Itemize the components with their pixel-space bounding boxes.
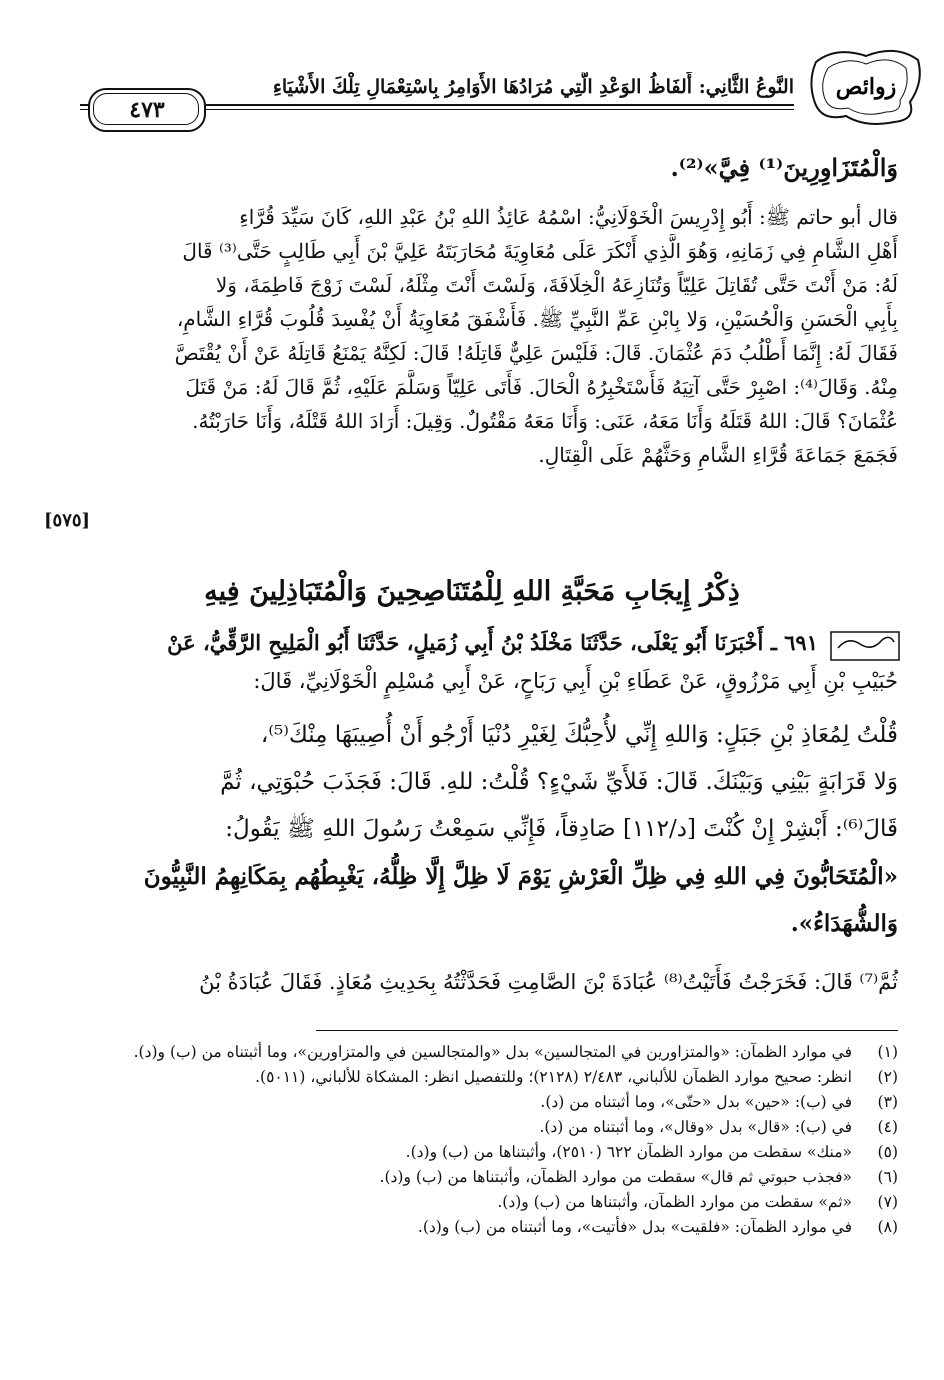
- ornament-emblem-icon: [806, 42, 926, 128]
- footnote: [44, 1040, 898, 1065]
- footnote-divider: [316, 1030, 898, 1031]
- hadith-isnad: [44, 624, 898, 700]
- footnote-number: (٣): [877, 1093, 898, 1111]
- hadith-number-line: ٦٩١ ـ أَخْبَرَنَا أَبُو يَعْلَى، حَدَّثَنَا مَخْلَدُ بْنُ أَبِي زُمَيلٍ، حَدَّثَنَا أَبُو الْمَلِيحِ الرَّقِّيُّ، عَنْ: [167, 630, 818, 655]
- text-line: حُبَيْبِ بْنِ أَبِي مَرْزُوقٍ، عَنْ عَطَاءِ بْنِ أَبِي رَبَاحٍ، عَنْ أَبِي مُسْلِمٍ الْخَوْلَانِيِّ، قَالَ:: [253, 669, 898, 693]
- footnote-number: (٤): [877, 1118, 898, 1136]
- hadith-matn: [44, 712, 898, 947]
- text-line: فَجَمَعَ جَمَاعَةَ قُرَّاءِ الشَّامِ وَحَثَّهُمْ عَلَى الْقِتَالِ.: [538, 443, 898, 467]
- footnote-number: (٢): [877, 1068, 898, 1086]
- text-line: أَهْلِ الشَّامِ فِي زَمَانِهِ، وَهُوَ الَّذِي أَنْكَرَ عَلَى مُعَاوِيَةَ مُحَارَبَتَهُ عَلِيَّ بْنَ أَبِي طَالِبٍ حَتَّى⁽³⁾ قَالَ: [182, 239, 898, 263]
- footnote: [44, 1190, 898, 1215]
- footnote-number: (٥): [877, 1143, 898, 1161]
- text-line: قال أبو حاتم ﷺ: أَبُو إِدْرِيسَ الْخَوْلَانِيُّ: اسْمُهُ عَائِذُ اللهِ بْنُ عَبْدِ اللهِ، كَانَ سَيِّدَ قُرَّاءِ: [239, 205, 898, 229]
- running-header: النَّوعُ الثَّانِي: أَلفَاظُ الوَعْدِ الَّتِي مُرَادُهَا الأَوَامِرُ بِاسْتِعْمَالِ تِلْكَ الأَشْيَاءِ: [272, 76, 794, 98]
- section-title: ذِكْرُ إِيجَابِ مَحَبَّةِ اللهِ لِلْمُتَنَاصِحِينَ وَالْمُتَبَاذِلِينَ فِيهِ: [204, 576, 740, 607]
- footnote-number: (٦): [877, 1168, 898, 1186]
- footnote: [44, 1115, 898, 1140]
- continuation-line: وَالْمُتَزَاوِرِينَ⁽¹⁾ فِيَّ»⁽²⁾.: [670, 153, 898, 182]
- footnote-text: «فجذب حبوتي ثم قال» سقطت من موارد الظمآن، وأثبتناها من (ب) و(د).: [379, 1168, 852, 1186]
- footnote-text: في موارد الظمآن: «فلقيت» بدل «فأتيت»، وما أثبتناه من (ب) و(د).: [417, 1218, 852, 1236]
- footnote-text: «منك» سقطت من موارد الظمآن ٦٢٢ (٢٥١٠)، وأثبتناها من (ب) و(د).: [405, 1143, 852, 1161]
- text-line: قَالَ⁽⁶⁾: أَبْشِرْ إِنْ كُنْتَ [د/١١٢] صَادِقاً، فَإِنِّي سَمِعْتُ رَسُولَ اللهِ ﷺ يَقُولُ:: [225, 816, 898, 842]
- page-number-frame: [93, 93, 199, 125]
- prophetic-saying-line: وَالشُّهَدَاءُ».: [790, 910, 898, 937]
- text-line: مِنْهُ. وَقَالَ⁽⁴⁾: اصْبِرْ حَتَّى آتِيَهُ فَأَسْتَخْبِرُهُ الْحَالَ. فَأَتَى عَلِيّاً وَسَلَّمَ عَلَيْهِ، ثُمَّ قَالَ لَهُ: مَنْ قَتَلَ: [185, 375, 898, 399]
- footnote: [44, 1165, 898, 1190]
- hadith-continuation: ثُمَّ⁽⁷⁾ قَالَ: فَخَرَجْتُ فَأَتَيْتُ⁽⁸⁾ عُبَادَةَ بْنَ الصَّامِتِ فَحَدَّثْتُهُ بِحَدِيثِ مُعَاذٍ. فَقَالَ عُبَادَةُ بْنُ: [199, 970, 898, 994]
- footnote: [44, 1065, 898, 1090]
- text-line: قُلْتُ لِمُعَاذِ بْنِ جَبَلٍ: وَاللهِ إِنِّي لأُحِبُّكَ لِغَيْرِ دُنْيَا أَرْجُو أَنْ أُصِيبَهَا مِنْكَ⁽⁵⁾،: [260, 722, 898, 748]
- commentary-paragraph: [44, 200, 898, 472]
- footnote-number: (٧): [877, 1193, 898, 1211]
- footnote-number: (٨): [877, 1218, 898, 1236]
- footnote: [44, 1140, 898, 1165]
- footnote-text: انظر: صحيح موارد الظمآن للألباني، ٢/٤٨٣ (٢١٢٨)؛ وللتفصيل انظر: المشكاة للألباني، (٥٠١١).: [255, 1068, 852, 1086]
- footnote-number: (١): [877, 1043, 898, 1061]
- text-line: وَلا قَرَابَةٍ بَيْنِي وَبَيْنَكَ. قَالَ: فَلأَيِّ شَيْءٍ؟ قُلْتُ: للهِ. قَالَ: فَجَذَبَ حُبْوَتِي، ثُمَّ: [220, 769, 898, 795]
- footnote: [44, 1090, 898, 1115]
- footnote-text: «ثم» سقطت من موارد الظمآن، وأثبتناها من (ب) و(د).: [497, 1193, 852, 1211]
- footnotes: [44, 1040, 898, 1240]
- footnote-text: في موارد الظمآن: «والمتزاورين في المتجالسين» بدل «والمتجالسين في والمتزاورين»، وما أثبتناه من (ب) و(د).: [133, 1043, 852, 1061]
- page-number: ٤٧٣: [88, 88, 206, 132]
- text-line: بِأَبِي الْحَسَنِ وَالْحُسَيْنِ، وَلا بِابْنِ عَمِّ النَّبِيِّ ﷺ. فَأَشْفَقَ مُعَاوِيَةُ أَنْ يُفْسِدَ قُلُوبَ قُرَّاءِ الشَّامِ،: [176, 307, 898, 331]
- prophetic-saying-line: «الْمُتَحَابُّونَ فِي اللهِ فِي ظِلِّ الْعَرْشِ يَوْمَ لَا ظِلَّ إِلَّا ظِلُّهُ، يَغْبِطُهُم بِمَكَانِهِمُ النَّبِيُّونَ: [143, 863, 898, 890]
- text-line: فَقَالَ لَهُ: إِنَّمَا أَطْلُبُ دَمَ عُثْمَانَ. قَالَ: فَلَيْسَ عَلِيٌّ قَاتِلَهُ! قَالَ: لَكِنَّهُ يَمْنَعُ قَاتِلَهُ عَنْ أَنْ يُقْتَصَّ: [174, 341, 898, 365]
- emblem-text: زوائص: [835, 74, 897, 100]
- reference-number: [٥٧٥]: [44, 510, 91, 531]
- text-line: عُثْمَانَ؟ قَالَ: اللهُ قَتَلَهُ وَأَنَا مَعَهُ، عَنَى: وَأَنَا مَعَهُ مَقْتُولٌ. وَقِيلَ: أَرَادَ اللهُ قَتْلَهُ، وَأَنَا حَارَبْتُهُ.: [192, 409, 898, 433]
- footnote-text: في (ب): «قال» بدل «وقال»، وما أثبتناه من (د).: [539, 1118, 852, 1136]
- footnote: [44, 1215, 898, 1240]
- text-line: لَهُ: مَنْ أَنْتَ حَتَّى تُقَاتِلَ عَلِيّاً وَتُنَازِعَهُ الْخِلَافَةَ، وَلَسْتَ أَنْتَ مِثْلَهُ، لَسْتَ زَوْجَ فَاطِمَةَ، وَلا: [215, 273, 898, 297]
- footnote-text: في (ب): «حين» بدل «حتّى»، وما أثبتناه من (د).: [540, 1093, 852, 1111]
